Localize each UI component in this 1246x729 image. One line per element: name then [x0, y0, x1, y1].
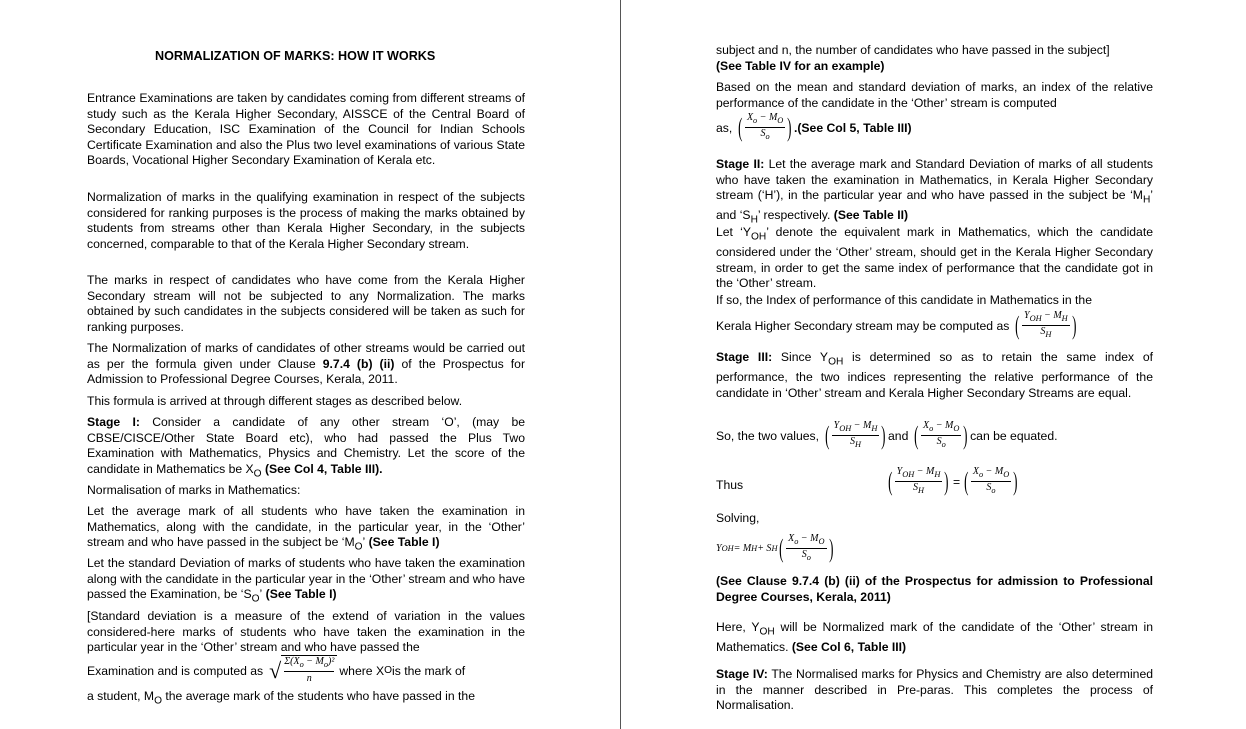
other-index-formula: ( $\frac{X_o - M_O}{S_o}$ ) [738, 112, 792, 142]
stages-intro-paragraph: This formula is arrived at through different stages as described below. [87, 394, 463, 408]
intro-paragraph: Entrance Examinations are taken by candidates coming from different streams of study such as the Kerala Higher Secondary, AISSCE of the Central Board of Secondary Education, ISC Examination of the Council for Indian Schools Certificate Examination and also the Plus two level examinations of various State Boards, Vocational Higher Secondary Examination of Kerala etc. [87, 91, 525, 168]
kerala-index-formula-2: ( $\frac{Y_{OH} - M_H}{S_H}$ ) [825, 420, 886, 450]
kerala-index-formula-3: ( $\frac{Y_{OH} - M_H}{S_H}$ ) [888, 466, 949, 496]
page-divider [620, 0, 621, 729]
normalization-definition-paragraph: Normalization of marks in the qualifying examination in respect of the subjects considered for ranking purposes is the process of making the marks obtained by students from streams other than Kerala Higher Secondary, in the subjects concerned, comparable to that of the Kerala Higher Secondary stream. [87, 190, 525, 251]
subject-continuation-paragraph: subject and n, the number of candidates who have passed in the subject] (See Table IV for an example) [716, 43, 1110, 73]
std-deviation-formula-line: Examination and is computed as √ $\Sigma(X_o - M_o)^2$ n where X O is the mark of [87, 656, 466, 684]
kerala-index-formula: ( $\frac{Y_{OH} - M_H}{S_H}$ ) [1015, 310, 1077, 340]
page-title: NORMALIZATION OF MARKS: HOW IT WORKS [155, 49, 436, 63]
clause-reference: (See Clause 9.7.4 (b) (ii) of the Prospectus for admission to Professional Degree Courses, Kerala, 2011) [716, 574, 1153, 604]
solving-label: Solving, [716, 511, 760, 525]
stage-one-paragraph: Stage I: Consider a candidate of any other stream ‘O’, (may be CBSE/CISCE/Other State Board etc), who had passed the Plus Two Examination with Mathematics, Physics and Chemistry. Let the score of the candidate in Mathematics be $X_O$ (See Col 4, Table III). [87, 415, 526, 480]
stage-two-paragraph: Stage II: Let the average mark and Standard Deviation of marks of all students who have taken the examination in Mathematics, in Kerala Higher Secondary stream (‘H’), in the particular year and who have passed in the subject be ‘$M_H$’ and ‘$S_H$’ respectively. (See Table II) [716, 157, 1153, 226]
average-mark-paragraph: Let the average mark of all students who have taken the examination in Mathematics, along with the candidate, in the particular year, in the ‘Other’ stream and who have passed in the subject be ‘$M_O$’ (See Table I) [87, 504, 525, 553]
normalized-mark-paragraph: Here, $Y_{OH}$ will be Normalized mark of the candidate of the ‘Other’ stream in Mathematics. (See Col 6, Table III) [716, 620, 1153, 655]
index-kerala-paragraph: If so, the Index of performance of this candidate in Mathematics in the [716, 293, 1092, 307]
math-normalisation-heading: Normalisation of marks in Mathematics: [87, 483, 301, 497]
other-index-formula-3: ( $\frac{X_o - M_O}{S_o}$ ) [964, 466, 1018, 496]
equality-formula: ( $\frac{Y_{OH} - M_H}{S_H}$ ) = ( $\frac{X_o - M_O}{S_o}$ ) [886, 466, 1020, 497]
kerala-stream-paragraph: The marks in respect of candidates who have come from the Kerala Higher Secondary stream will not be subjected to any Normalization. The marks obtained by such candidates in the subjects considered will be taken as such for ranking purposes. [87, 273, 525, 334]
stage-three-paragraph: Stage III: Since $Y_{OH}$ is determined so as to retain the same index of performance, the two indices representing the relative performance of the candidate in ‘Other’ stream and Kerala Higher Secondary Streams are equal. [716, 350, 1154, 400]
solution-fraction: ( $\frac{X_o - M_O}{S_o}$ ) [779, 533, 834, 563]
thus-label: Thus [716, 478, 744, 492]
stage-four-paragraph: Stage IV: The Normalised marks for Physics and Chemistry are also determined in the manner described in Pre-paras. This completes the process of Normalisation. [716, 667, 1154, 713]
std-deviation-definition-paragraph: [Standard deviation is a measure of the extend of variation in the values considered-here marks of students who have taken the examination in the particular year in the ‘Other’ stream and who have passed the [87, 609, 525, 655]
std-deviation-formula: √ $\Sigma(X_o - M_o)^2$ n [269, 655, 337, 686]
std-deviation-paragraph: Let the standard Deviation of marks of students who have taken the examination along with the candidate in the particular year in the ‘Other’ stream and who have passed the Examination, be ‘$S_O$’ (See Table I) [87, 556, 525, 605]
formula-clause-paragraph: The Normalization of marks of candidates of other streams would be carried out as per the formula given under Clause 9.7.4 (b) (ii) of the Prospectus for Admission to Professional Degree Courses, Kerala, 2011. [87, 341, 526, 387]
other-index-formula-2: ( $\frac{X_o - M_O}{S_o}$ ) [914, 420, 968, 450]
two-values-line: So, the two values, ( $\frac{Y_{OH} - M_H}{S_H}$ ) and ( $\frac{X_o - M_O}{S_o}$ ) can be equated. [716, 420, 1058, 450]
index-intro-paragraph: Based on the mean and standard deviation of marks, an index of the relative performance of the candidate in the ‘Other’ stream is computed [716, 80, 1153, 110]
kerala-index-formula-line: Kerala Higher Secondary stream may be computed as ( $\frac{Y_{OH} - M_H}{S_H}$ ) [716, 310, 1078, 341]
other-index-formula-line: as, ( $\frac{X_o - M_O}{S_o}$ ) .(See Col 5, Table III) [716, 112, 912, 142]
mean-definition-paragraph: a student, $M_O$ the average mark of the students who have passed in the [87, 689, 475, 707]
equivalent-mark-paragraph: Let ‘$Y_{OH}$’ denote the equivalent mark in Mathematics, which the candidate considered under the ‘Other’ stream, should get in the Kerala Higher Secondary stream, in order to get the same index of performance that the candidate got in the ‘Other’ stream. [716, 225, 1153, 291]
solution-formula: Y OH = M H + S H ( $\frac{X_o - M_O}{S_o}$ ) [716, 533, 835, 564]
